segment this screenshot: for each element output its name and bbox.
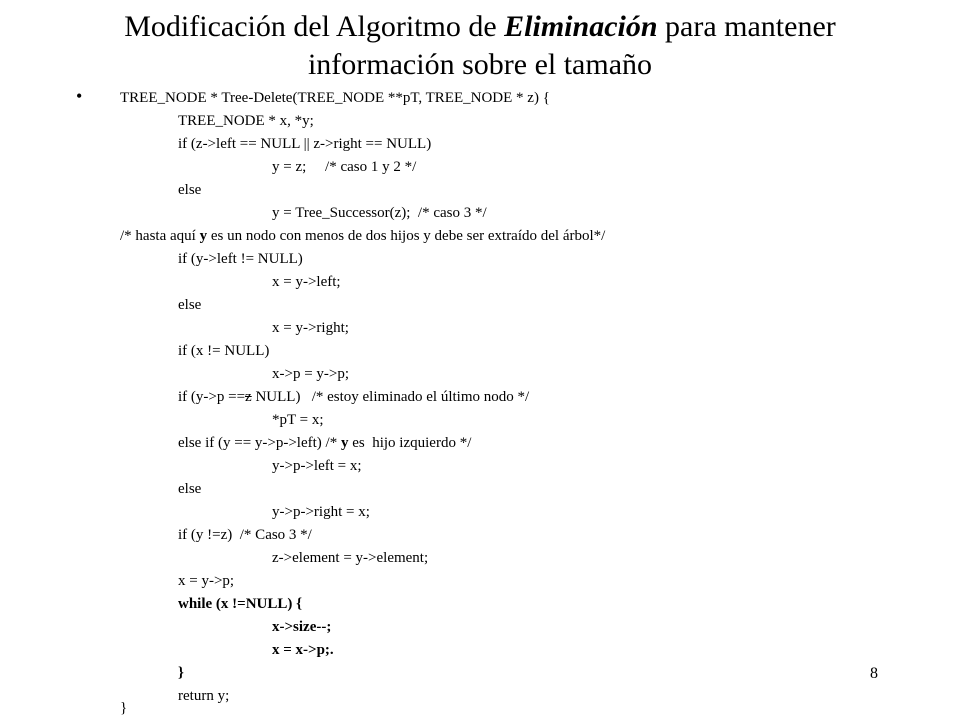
code-line-22: x = y->p;	[178, 573, 235, 589]
code-line-6: y = Tree_Successor(z); /* caso 3 */	[272, 205, 487, 221]
code-line-3: if (z->left == NULL || z->right == NULL)	[178, 136, 432, 152]
struck-character: z	[245, 389, 252, 405]
code-line-18: else	[178, 481, 202, 497]
code-line-21: z->element = y->element;	[272, 550, 429, 566]
code-line-24: x->size--;	[272, 619, 332, 635]
title-emphasis: Eliminación	[504, 10, 658, 43]
code-line-17: y->p->left = x;	[272, 458, 362, 474]
code-line-26: }	[178, 665, 184, 681]
title-line-2: información sobre el tamaño	[307, 48, 653, 81]
code-line-14	[178, 387, 529, 407]
code-line-1: TREE_NODE * Tree-Delete(TREE_NODE **pT, TREE_NODE * z) {	[120, 90, 550, 106]
code-line-4: y = z; /* caso 1 y 2 */	[272, 159, 417, 175]
code-line-13: x->p = y->p;	[272, 366, 350, 382]
code-line-8: if (y->left != NULL)	[178, 251, 303, 267]
code-text: if (y->p ==	[178, 389, 246, 405]
title-line-1	[0, 8, 960, 46]
code-line-28: }	[120, 700, 128, 716]
code-text-rest: es hijo izquierdo */	[348, 435, 472, 451]
comment-text: /* hasta aquí	[120, 228, 200, 244]
code-line-12: if (x != NULL)	[178, 343, 270, 359]
code-text-rest: NULL) /* estoy eliminado el último nodo */	[251, 389, 530, 405]
title-text-start: Modificación del Algoritmo de	[124, 10, 505, 43]
code-line-5: else	[178, 182, 202, 198]
code-line-19: y->p->right = x;	[272, 504, 370, 520]
code-text: else if (y == y->p->left) /*	[178, 435, 341, 451]
comment-variable: y	[340, 435, 349, 451]
bullet-marker: •	[76, 86, 83, 106]
code-line-20: if (y !=z) /* Caso 3 */	[178, 527, 312, 543]
comment-text-rest: es un nodo con menos de dos hijos y debe ser extraído del árbol*/	[207, 228, 606, 244]
code-line-23: while (x !=NULL) {	[178, 596, 303, 612]
code-line-9: x = y->left;	[272, 274, 341, 290]
slide-title	[0, 8, 960, 84]
code-line-7	[120, 226, 605, 246]
code-line-27: return y;	[178, 688, 230, 704]
comment-variable: y	[199, 228, 208, 244]
code-line-11: x = y->right;	[272, 320, 349, 336]
code-line-10: else	[178, 297, 202, 313]
code-line-15: *pT = x;	[272, 412, 324, 428]
page-number: 8	[870, 665, 878, 682]
title-text-end: para mantener	[657, 10, 836, 43]
code-line-16	[178, 433, 471, 453]
code-line-2: TREE_NODE * x, *y;	[178, 113, 314, 129]
code-line-25: x = x->p;.	[272, 642, 334, 658]
